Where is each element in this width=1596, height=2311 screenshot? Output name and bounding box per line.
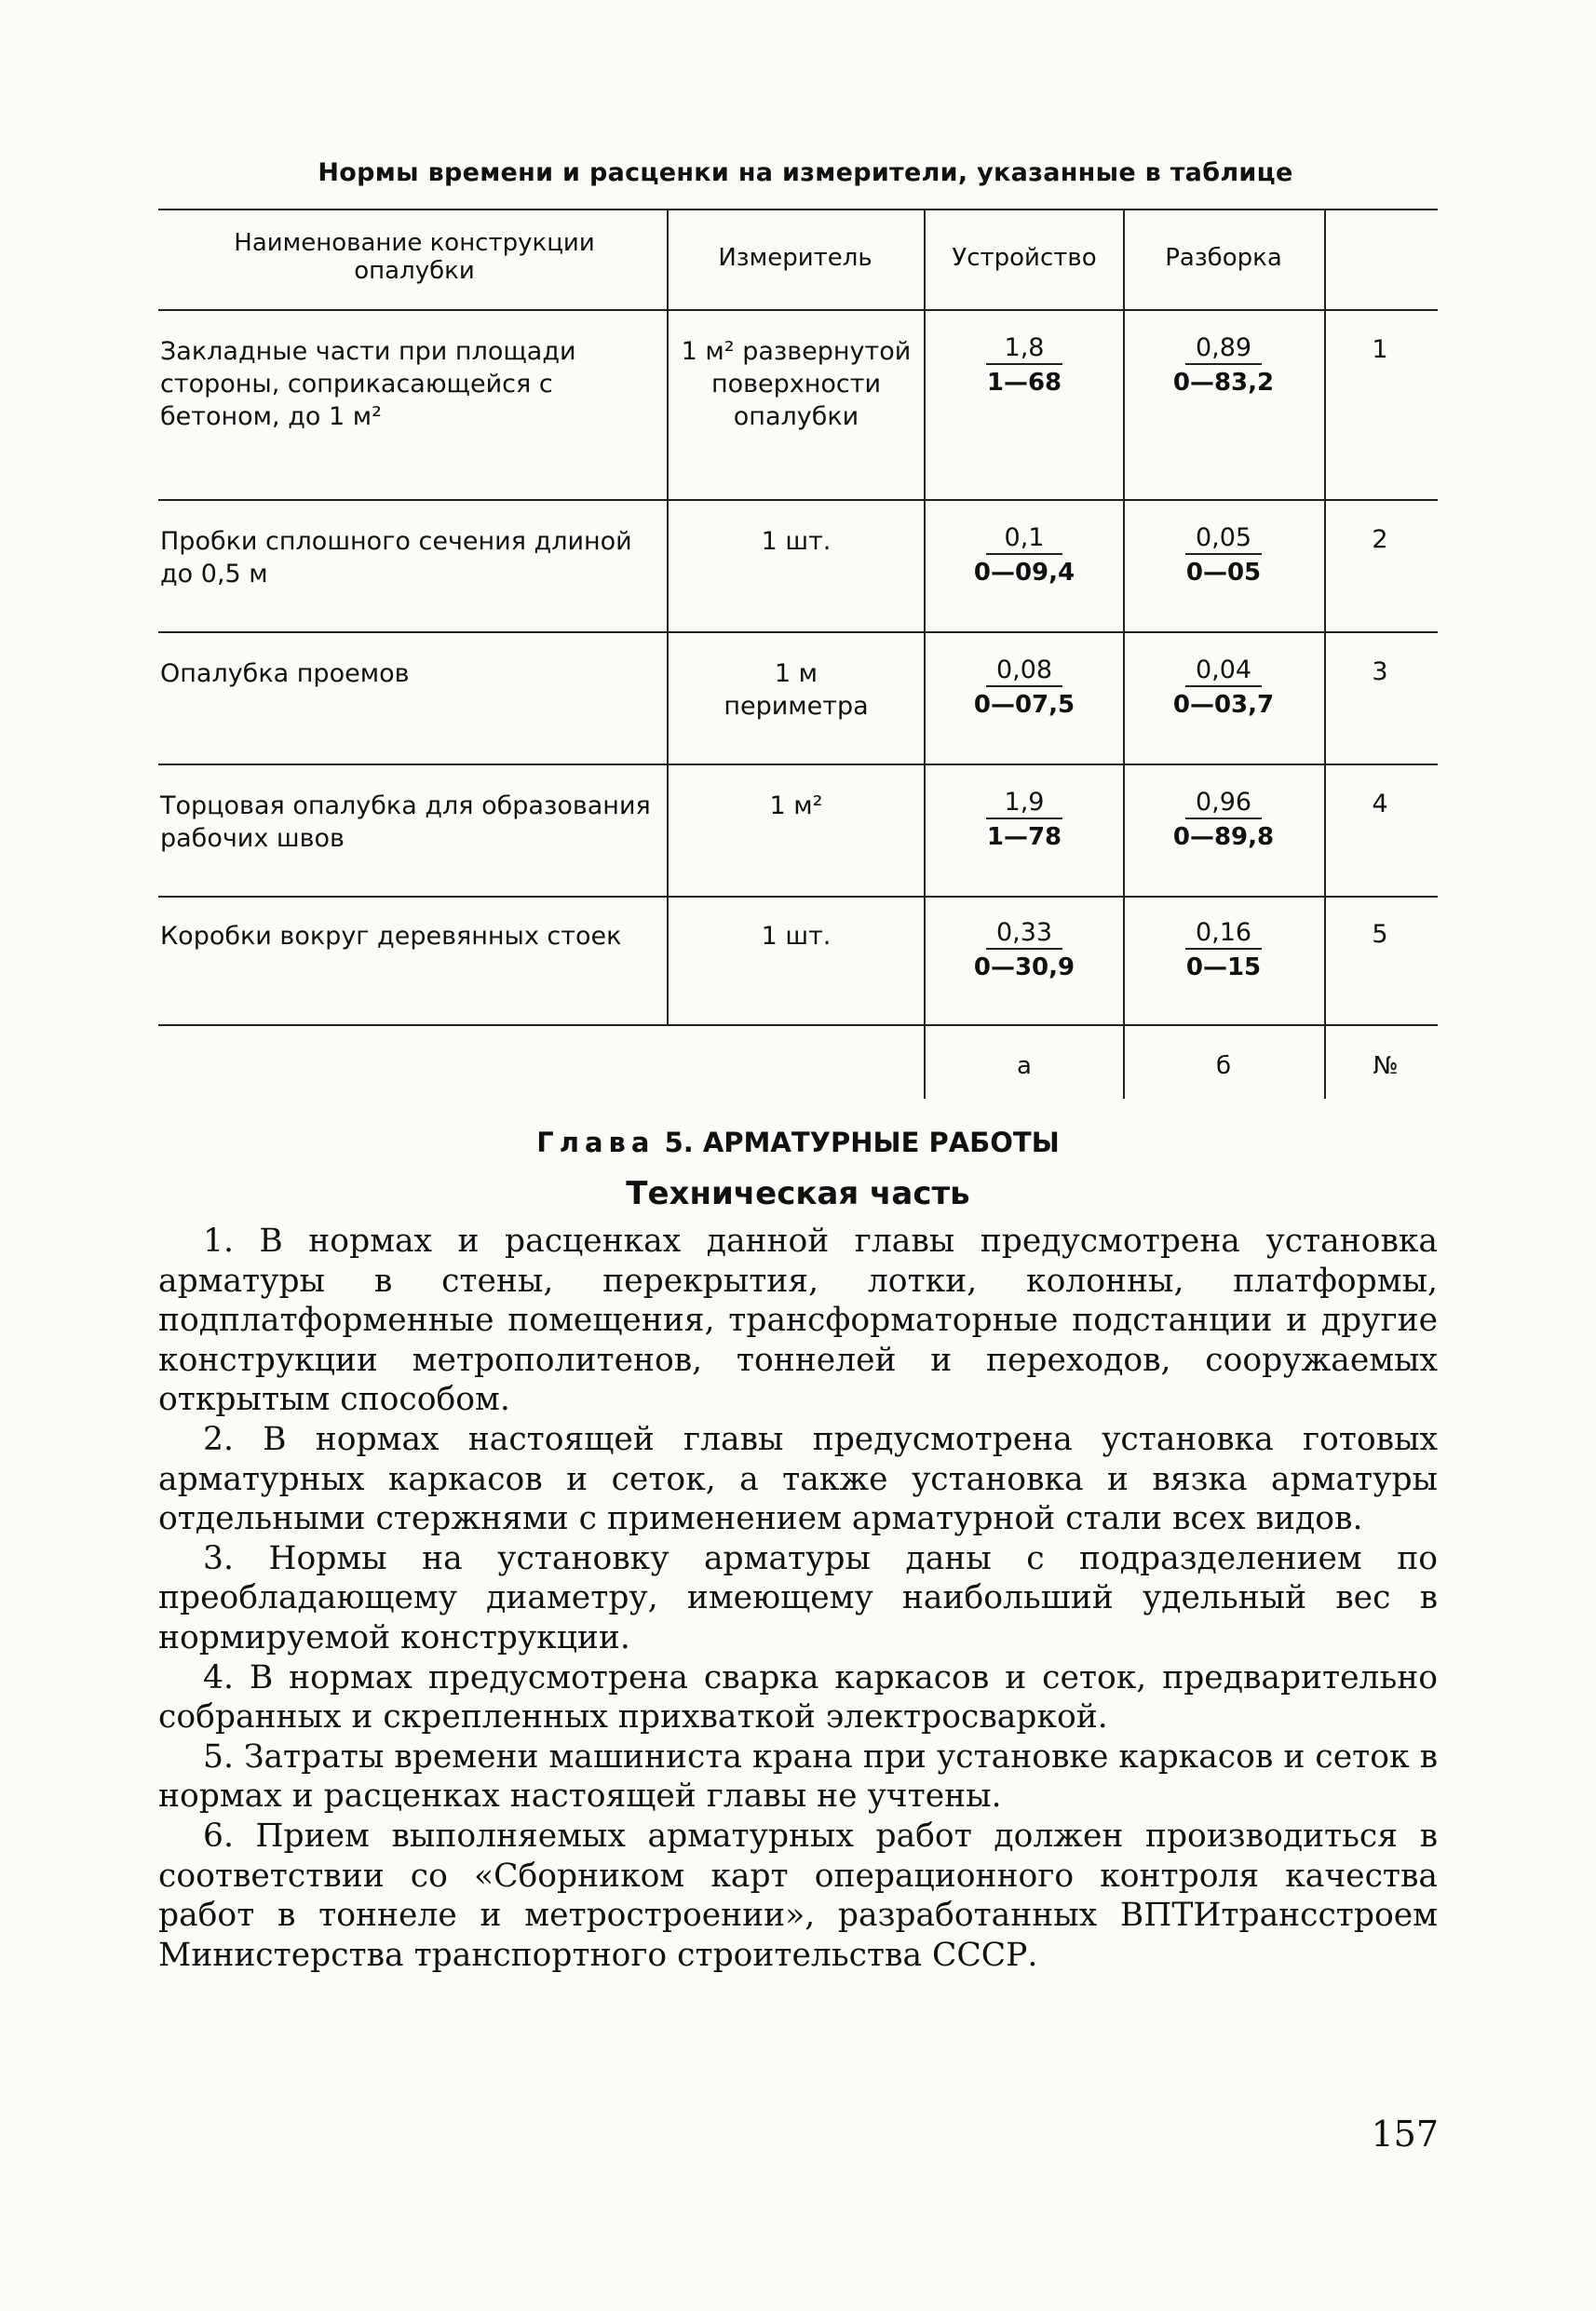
table-row-unit: 1 м² — [769, 791, 823, 820]
rate: 0—09,4 — [973, 559, 1075, 587]
install-norm — [933, 788, 1116, 851]
time-norm: 0,33 — [986, 918, 1062, 950]
column-letter-a: а — [1017, 1052, 1032, 1080]
table-row-rule — [158, 499, 1438, 501]
remove-norm — [1132, 333, 1315, 397]
install-norm — [933, 333, 1116, 397]
row-number: 5 — [1372, 920, 1388, 949]
install-norm — [933, 918, 1116, 981]
header-remove: Разборка — [1165, 244, 1282, 272]
install-norm — [933, 655, 1116, 719]
header-install: Устройство — [952, 244, 1097, 272]
table-row-unit: 1 м периметра — [724, 659, 869, 721]
rate: 0—05 — [1185, 559, 1262, 587]
time-norm: 0,89 — [1185, 333, 1262, 365]
rate: 0—83,2 — [1172, 369, 1275, 397]
remove-norm — [1132, 788, 1315, 851]
header-unit: Измеритель — [718, 244, 872, 272]
time-norm: 0,96 — [1185, 788, 1262, 819]
install-norm — [933, 523, 1116, 587]
row-number: 1 — [1372, 335, 1388, 364]
remove-norm — [1132, 918, 1315, 981]
rate: 0—15 — [1185, 953, 1262, 981]
paragraph: 1. В нормах и расценках данной главы предусмотрена установка арматуры в стены, перекрытия, лотки, колонны, платформы, подплатформенные помещения, трансформаторные подстанции и другие конструкции метрополитенов, тоннелей и переходов, сооружаемых открытым способом. — [158, 1223, 1438, 1419]
paragraph: 3. Нормы на установку арматуры даны с подразделением по преобладающему диаметру, имеющему наибольший удельный вес в нормируемой конструкции. — [158, 1539, 1438, 1656]
norms-table — [158, 209, 1438, 1099]
column-letter-b: б — [1215, 1052, 1232, 1080]
table-footer-rule — [158, 1024, 1438, 1026]
section-title: Техническая часть — [626, 1175, 970, 1212]
time-norm: 0,16 — [1185, 918, 1262, 950]
time-norm: 0,08 — [986, 655, 1062, 687]
paragraph: 2. В нормах настоящей главы предусмотрена установка готовых арматурных каркасов и сеток, а также установка и вязка арматуры отдельными стержнями с применением арматурной стали всех видов. — [158, 1420, 1438, 1538]
table-row-unit: 1 шт. — [761, 922, 832, 951]
rate: 1—68 — [986, 369, 1062, 397]
row-number: 3 — [1372, 657, 1388, 686]
table-row-name: Коробки вокруг деревянных стоек — [160, 922, 622, 951]
page-number: 157 — [1371, 2114, 1439, 2155]
time-norm: 0,04 — [1185, 655, 1262, 687]
rate: 0—03,7 — [1172, 691, 1275, 719]
chapter-title: 5. АРМАТУРНЫЕ РАБОТЫ — [664, 1127, 1060, 1158]
table-row-unit: 1 шт. — [761, 527, 832, 556]
table-column-rule — [1123, 209, 1125, 1099]
column-number-sign: № — [1373, 1052, 1399, 1080]
chapter-heading — [158, 1127, 1438, 1158]
table-row-name: Пробки сплошного сечения длиной до 0,5 м — [160, 527, 632, 588]
paragraph: 6. Прием выполняемых арматурных работ должен производиться в соответствии со «Сборником карт операционного контроля качества работ в тоннеле и метростроении», разработанных ВПТИтрансстроем Министерства транспортного строительства СССР. — [158, 1817, 1438, 1974]
table-row-rule — [158, 896, 1438, 898]
table-column-rule — [924, 209, 926, 1099]
rate: 0—07,5 — [973, 691, 1075, 719]
rate: 1—78 — [986, 823, 1062, 851]
table-caption: Нормы времени и расценки на измерители, указанные в таблице — [318, 158, 1293, 187]
table-column-rule — [667, 209, 669, 1026]
remove-norm — [1132, 655, 1315, 719]
body-text — [158, 1222, 1438, 1975]
table-top-rule — [158, 209, 1438, 210]
table-row-unit: 1 м² развернутой поверхности опалубки — [681, 337, 912, 431]
time-norm: 1,8 — [986, 333, 1062, 365]
table-row-name: Торцовая опалубка для образования рабочих швов — [160, 791, 651, 853]
time-norm: 0,05 — [1185, 523, 1262, 555]
rate: 0—30,9 — [973, 953, 1075, 981]
chapter-prefix: Глава — [536, 1127, 656, 1158]
table-row-rule — [158, 631, 1438, 633]
remove-norm — [1132, 523, 1315, 587]
table-row-rule — [158, 764, 1438, 765]
table-header-rule — [158, 309, 1438, 311]
paragraph: 4. В нормах предусмотрена сварка каркасов и сеток, предварительно собранных и скрепленных прихваткой электросваркой. — [158, 1658, 1438, 1737]
row-number: 2 — [1372, 525, 1388, 554]
table-column-rule — [1324, 209, 1326, 1099]
time-norm: 0,1 — [986, 523, 1062, 555]
header-construction-name: Наименование конструкции опалубки — [234, 229, 595, 285]
paragraph: 5. Затраты времени машиниста крана при установке каркасов и сеток в нормах и расценках настоящей главы не учтены. — [158, 1737, 1438, 1816]
table-row-name: Опалубка проемов — [160, 659, 410, 688]
time-norm: 1,9 — [986, 788, 1062, 819]
rate: 0—89,8 — [1172, 823, 1275, 851]
table-row-name: Закладные части при площади стороны, соприкасающейся с бетоном, до 1 м² — [160, 337, 576, 431]
row-number: 4 — [1372, 790, 1388, 818]
